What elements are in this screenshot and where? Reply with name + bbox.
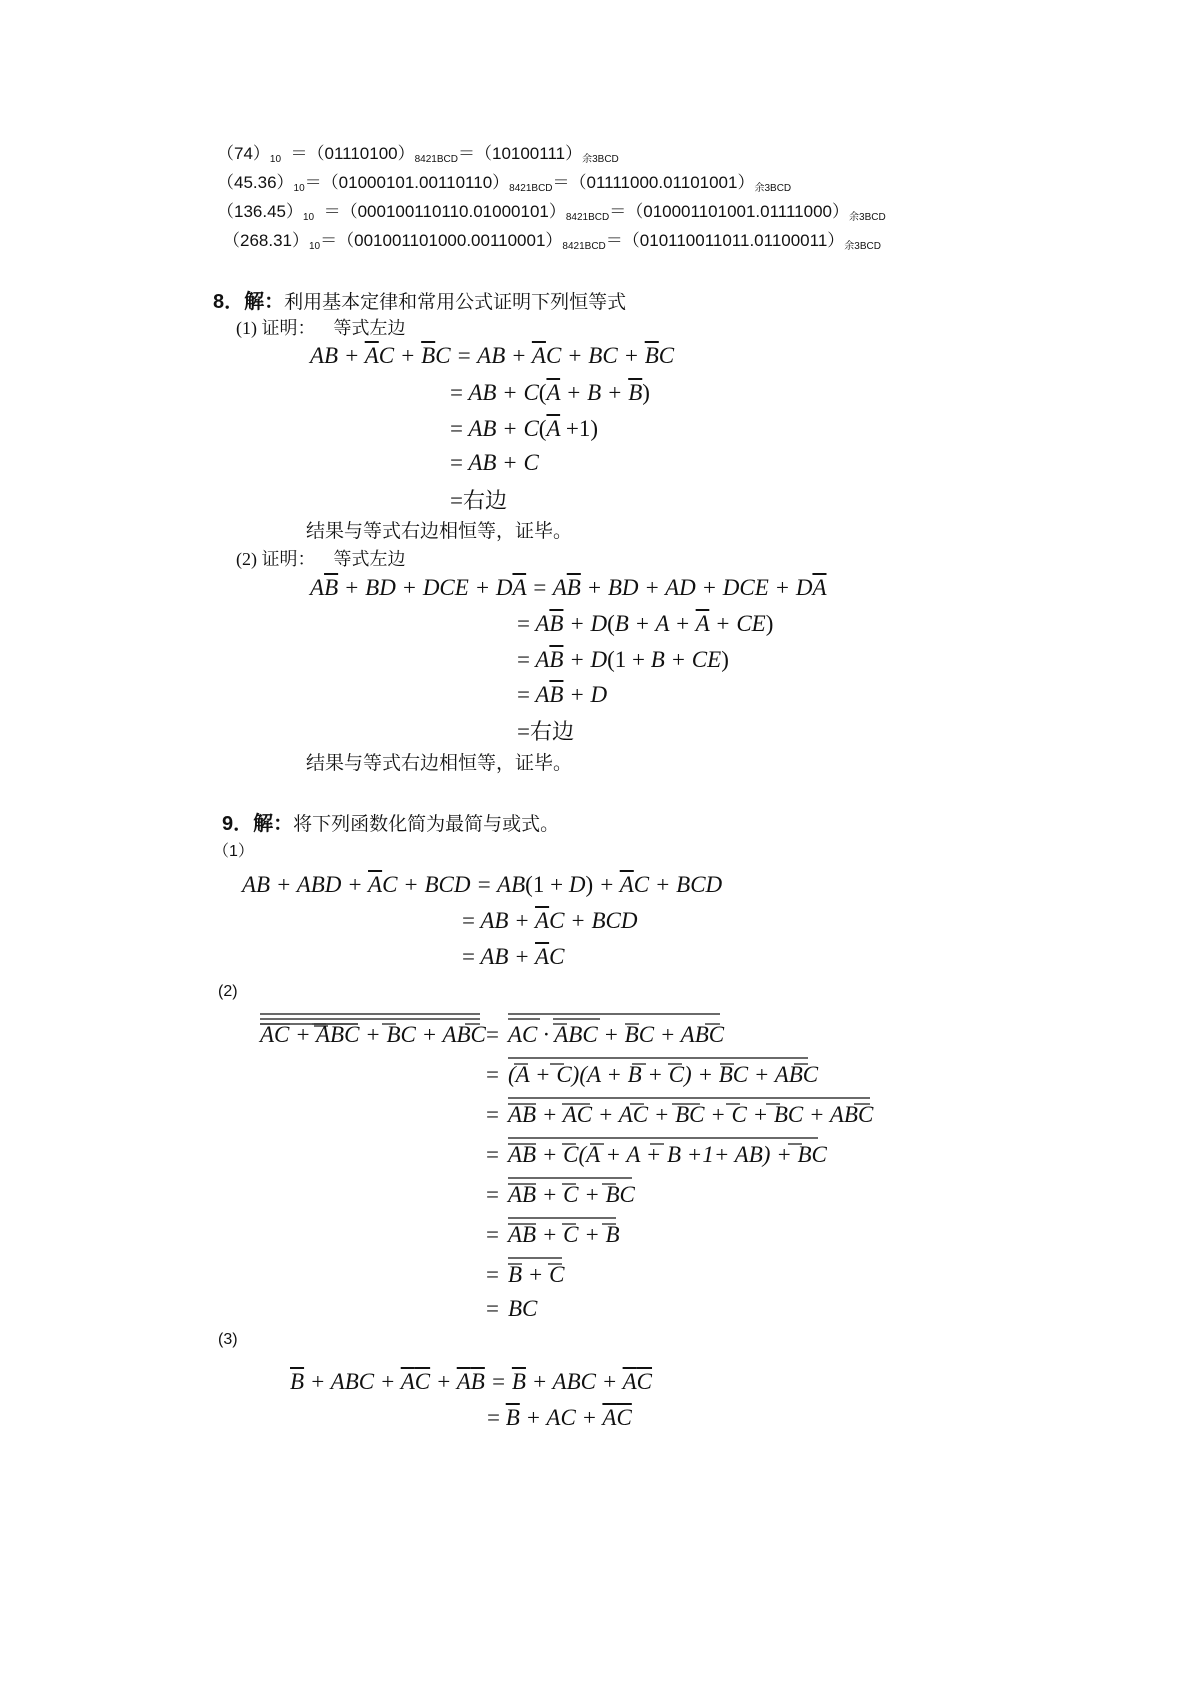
svg-text:=: = bbox=[486, 1296, 499, 1321]
q9-title: 将下列函数化简为最简与或式。 bbox=[293, 814, 560, 835]
q8-part2-label: (2) 证明： 等式左边 bbox=[236, 549, 406, 569]
q9-p1-eq-line2: = AB + $\overline{A}C$ + BCD bbox=[462, 908, 638, 933]
svg-text:=: = bbox=[486, 1102, 499, 1127]
q9-p3-eq-line1: $\overline{B}$ + ABC + $\overline{A}\overline{C} + \overline{A}\overline{B} = \overline{B}$ + ABC + $\overline{A}\overline{C}$ bbox=[290, 1369, 653, 1394]
svg-text:=: = bbox=[486, 1222, 499, 1247]
q8-p1-eq-line5: =右边 bbox=[450, 488, 507, 513]
q9-number: 9．解： bbox=[222, 813, 294, 835]
svg-text:AB + C + B: AB + C + B bbox=[508, 1222, 620, 1247]
svg-text:AB + AC + AC + BC + C + BC + A: AB + AC + AC + BC + C + BC + ABC bbox=[508, 1102, 874, 1127]
q9-part3-label: (3) bbox=[218, 1331, 238, 1348]
svg-text:AC · ABC + BC + ABC: AC · ABC + BC + ABC bbox=[508, 1022, 725, 1047]
q9-p2-equation-block bbox=[250, 1008, 890, 1324]
svg-text:=: = bbox=[486, 1022, 499, 1047]
q8-part1-label: (1) 证明： 等式左边 bbox=[236, 318, 406, 338]
q8-p2-conclusion: 结果与等式右边相恒等，证毕。 bbox=[306, 753, 573, 774]
q9-p3-eq-line2: = $\overline{B}$ + AC + $\overline{A}\overline{C}$ bbox=[487, 1405, 632, 1430]
q8-p2-eq-line5: =右边 bbox=[517, 719, 574, 744]
q8-p2-eq-line3: = $A\overline{B} + D(1 + B + CE)$ bbox=[517, 647, 729, 672]
q8-p1-eq-line4: = AB + C bbox=[450, 450, 539, 475]
bcd-line-74: $(74)_{10} =(01110100)_{8421BCD}=(10100111)_{余3BCD}$ bbox=[217, 144, 619, 165]
q9-part2-label: (2) bbox=[218, 983, 238, 1000]
bcd-line-45-36: $(45.36)_{10}=(01000101.00110110)_{8421BCD}=(01111000.01101001)_{余3BCD}$ bbox=[217, 173, 792, 194]
svg-text:AB + C + BC: AB + C + BC bbox=[508, 1182, 635, 1207]
q9-p1-eq-line3: = AB + $\overline{A}C$ bbox=[462, 944, 565, 969]
svg-text:AC + ABC + BC + ABC: AC + ABC + BC + ABC bbox=[260, 1022, 486, 1047]
svg-text:=: = bbox=[486, 1262, 499, 1287]
svg-text:=: = bbox=[486, 1182, 499, 1207]
svg-text:=: = bbox=[486, 1142, 499, 1167]
q9-part1-label: （1） bbox=[213, 843, 254, 860]
bcd-line-268-31: $(268.31)_{10}=(001001101000.00110001)_{8421BCD}=(010110011011.01100011)_{余3BCD}$ bbox=[223, 231, 881, 252]
svg-text:B + C: B + C bbox=[508, 1262, 565, 1287]
q8-p2-eq-line4: = $A\overline{B} + D$ bbox=[517, 682, 608, 707]
q8-title: 利用基本定律和常用公式证明下列恒等式 bbox=[284, 292, 627, 313]
svg-text:(A + C)(A + B + C) + BC + ABC: (A + C)(A + B + C) + BC + ABC bbox=[508, 1062, 819, 1087]
svg-text:=: = bbox=[486, 1062, 499, 1087]
q8-p1-eq-line1: AB + $\overline{A}C + \overline{B}C$ = AB + $\overline{A}C$ + BC + $\overline{B}C$ bbox=[310, 343, 675, 368]
q8-p1-eq-line3: = AB + $C(\overline{A} +1)$ bbox=[450, 416, 598, 441]
q9-p1-eq-line1: AB + ABD + $\overline{A}C$ + BCD = $AB(1 + D) + \overline{A}C$ + BCD bbox=[242, 872, 723, 897]
q8-heading bbox=[213, 285, 626, 314]
svg-text:AB + C(A + A + B +1+ AB) + BC: AB + C(A + A + B +1+ AB) + BC bbox=[508, 1142, 827, 1167]
q8-number: 8．解： bbox=[213, 291, 285, 313]
bcd-line-136-45: $(136.45)_{10} =(000100110110.01000101)_{8421BCD}=(010001101001.01111000)_{余3BCD}$ bbox=[217, 202, 886, 223]
q9-heading bbox=[222, 807, 559, 836]
q8-p2-eq-line1: $A\overline{B}$ + BD + DCE + $D\overline{A} = A\overline{B}$ + BD + AD + DCE + $D\overline{A}$ bbox=[310, 575, 827, 600]
q8-p1-conclusion: 结果与等式右边相恒等，证毕。 bbox=[306, 521, 573, 542]
q8-p1-eq-line2: = AB + $C(\overline{A} + B + \overline{B})$ bbox=[450, 380, 650, 405]
svg-text:BC: BC bbox=[508, 1296, 538, 1321]
q8-p2-eq-line2: = $A\overline{B} + D(B + A + \overline{A} + CE)$ bbox=[517, 611, 774, 636]
